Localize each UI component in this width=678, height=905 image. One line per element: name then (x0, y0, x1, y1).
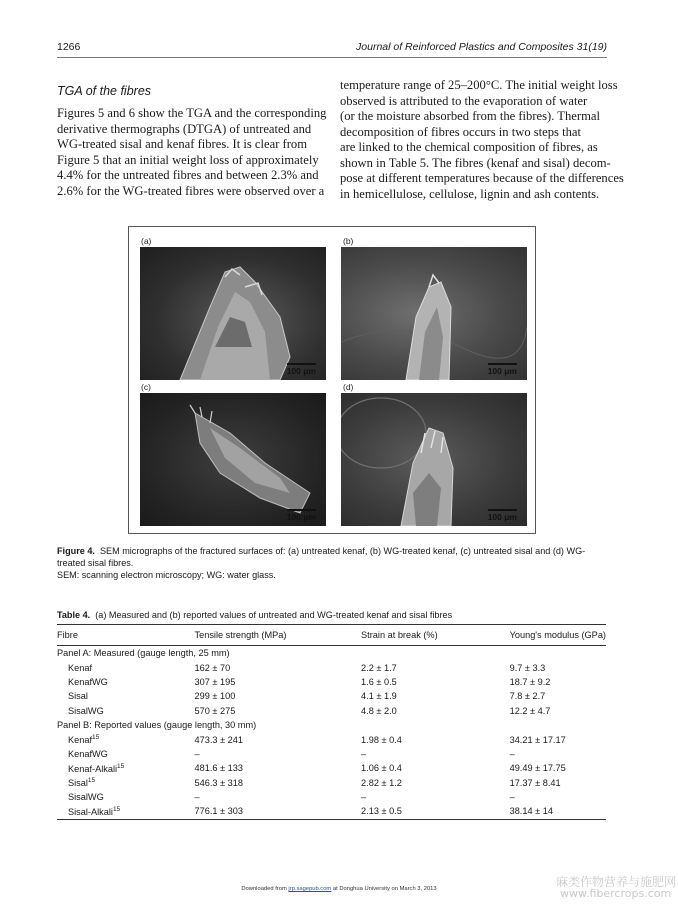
cell-tensile: – (194, 748, 200, 759)
header-youngs-modulus: Young's modulus (GPa) (509, 630, 606, 640)
cell-fibre (57, 675, 195, 689)
cell-tensile: 299 ± 100 (194, 691, 236, 702)
header-rule (57, 57, 607, 58)
scale-bar-c: 100 μm (287, 509, 316, 522)
table-row (57, 804, 606, 819)
cell-fibre (57, 689, 195, 703)
left-column-text (57, 106, 325, 199)
table-row (57, 689, 606, 703)
watermark-chinese: 麻类作物营养与施肥网 (556, 875, 677, 889)
cell-strain: 1.6 ± 0.5 (361, 676, 397, 687)
table-header-row (57, 625, 606, 646)
cell-strain: 4.8 ± 2.0 (361, 705, 397, 716)
cell-tensile: – (194, 792, 200, 803)
fibre-name: Sisal (68, 691, 88, 702)
cell-modulus: 18.7 ± 9.2 (509, 676, 551, 687)
header-strain-at-break: Strain at break (%) (361, 630, 438, 640)
cell-fibre (57, 776, 195, 790)
sem-image-b (341, 247, 527, 380)
cell-modulus: – (509, 792, 515, 803)
text-line: pose at different temperatures because of the differences (340, 171, 624, 185)
cell-fibre (57, 790, 195, 804)
table-row (57, 790, 606, 804)
cell-tensile: 776.1 ± 303 (194, 806, 243, 817)
text-line: (or the moisture absorbed from the fibres). Thermal (340, 109, 600, 123)
figure-4-abbreviations: SEM: scanning electron microscopy; WG: water glass. (57, 570, 276, 580)
cell-strain: – (361, 748, 367, 759)
text-line: derivative thermographs (DTGA) of untreated and (57, 121, 312, 136)
footer-link[interactable]: jrp.sagepub.com (288, 886, 332, 892)
cell-tensile: 473.3 ± 241 (194, 734, 243, 745)
text-line: temperature range of 25–200°C. The initial weight loss (340, 78, 618, 92)
table-row (57, 776, 606, 790)
cell-fibre (57, 804, 195, 819)
cell-tensile: 481.6 ± 133 (194, 763, 243, 774)
cell-modulus: 12.2 ± 4.7 (509, 705, 551, 716)
panel-heading-row (57, 646, 606, 661)
table-row (57, 732, 606, 746)
right-column-text (340, 78, 624, 202)
cell-strain: 2.13 ± 0.5 (361, 806, 402, 817)
sem-image-a (140, 247, 326, 380)
table-row (57, 761, 606, 775)
panel-heading: Panel B: Reported values (gauge length, 30 mm) (57, 720, 257, 731)
cell-strain: 1.06 ± 0.4 (361, 763, 402, 774)
section-heading: TGA of the fibres (57, 84, 152, 98)
fibre-name: KenafWG (68, 748, 108, 759)
table-4-label: Table 4. (57, 610, 91, 620)
cell-fibre (57, 761, 195, 775)
table-4-title (57, 609, 452, 621)
figure-4-caption-text: SEM micrographs of the fractured surfaces of: (a) untreated kenaf, (b) WG-treated kenaf, (c) untreated sisal and (d) WG- (99, 546, 586, 556)
footer-prefix: Downloaded from (241, 886, 289, 892)
panel-c-label: (c) (141, 382, 151, 392)
figure-4-caption-text-2: treated sisal fibres. (57, 558, 134, 568)
fibre-name: Sisal-Alkali (68, 807, 113, 818)
scale-bar-a: 100 μm (287, 363, 316, 376)
cell-fibre (57, 704, 195, 718)
cell-strain: 2.2 ± 1.7 (361, 662, 397, 673)
sem-image-d (341, 393, 527, 526)
text-line: Figure 5 that an initial weight loss of approximately (57, 152, 319, 167)
table-row (57, 675, 606, 689)
reference-superscript: 15 (92, 734, 100, 741)
text-line: 4.4% for the untreated fibres and between 2.3% and (57, 168, 319, 182)
figure-4-caption-label: Figure 4. (57, 546, 95, 556)
text-line: are linked to the chemical composition of fibres, as (340, 140, 598, 154)
figure-4-caption (57, 545, 609, 581)
reference-superscript: 15 (87, 777, 96, 785)
header-fibre: Fibre (57, 630, 78, 640)
page-number: 1266 (57, 41, 81, 53)
cell-fibre (57, 660, 195, 674)
table-row (57, 704, 606, 718)
reference-superscript: 15 (117, 762, 125, 770)
scale-bar-b: 100 μm (488, 363, 517, 376)
header-tensile-strength: Tensile strength (MPa) (194, 630, 287, 640)
cell-modulus: 38.14 ± 14 (509, 806, 553, 817)
fibre-name: SisalWG (68, 792, 104, 803)
cell-tensile: 546.3 ± 318 (194, 777, 243, 788)
panel-heading: Panel A: Measured (gauge length, 25 mm) (57, 648, 230, 659)
fibre-name: Kenaf (68, 662, 93, 673)
cell-modulus: 7.8 ± 2.7 (509, 691, 546, 702)
text-line: WG-treated sisal and kenaf fibres. It is clear from (57, 137, 308, 151)
cell-strain: 1.98 ± 0.4 (361, 734, 402, 745)
scale-bar-d: 100 μm (488, 509, 517, 522)
footer-suffix: at Donghua University on March 3, 2013 (331, 886, 437, 892)
table-row (57, 747, 606, 761)
cell-strain: 4.1 ± 1.9 (361, 691, 397, 702)
cell-fibre (57, 747, 195, 761)
sem-image-c (140, 393, 326, 526)
table-row (57, 660, 606, 674)
text-line: shown in Table 5. The fibres (kenaf and sisal) decom- (340, 155, 611, 170)
cell-modulus: – (509, 748, 515, 759)
cell-strain: – (361, 792, 367, 803)
fibre-name: Sisal (68, 778, 88, 789)
cell-fibre (57, 732, 195, 746)
table-4-title-text: (a) Measured and (b) reported values of untreated and WG-treated kenaf and sisal fibres (95, 610, 453, 620)
text-line: observed is attributed to the evaporation of water (340, 93, 588, 108)
running-header: Journal of Reinforced Plastics and Composites 31(19) (356, 41, 607, 53)
panel-d-label: (d) (343, 382, 354, 392)
text-line: Figures 5 and 6 show the TGA and the corresponding (57, 106, 327, 120)
cell-tensile: 570 ± 275 (194, 705, 236, 716)
text-line: decomposition of fibres occurs in two steps that (340, 124, 581, 139)
panel-a-label: (a) (141, 236, 152, 246)
fibre-name: KenafWG (68, 676, 108, 687)
fibre-name: Kenaf-Alkali (68, 763, 118, 774)
cell-modulus: 9.7 ± 3.3 (509, 662, 546, 673)
text-line: 2.6% for the WG-treated fibres were observed over a (57, 183, 325, 198)
cell-tensile: 162 ± 70 (194, 662, 231, 673)
watermark-url: www.fibercrops.com (560, 887, 672, 900)
fibre-name: Kenaf (68, 735, 93, 746)
cell-modulus: 34.21 ± 17.17 (509, 734, 566, 745)
text-line: in hemicellulose, cellulose, lignin and ash contents. (340, 186, 600, 201)
cell-modulus: 49.49 ± 17.75 (509, 763, 566, 774)
figure-4 (128, 226, 536, 534)
fibre-name: SisalWG (68, 705, 104, 716)
reference-superscript: 15 (112, 805, 121, 813)
cell-tensile: 307 ± 195 (194, 676, 236, 687)
cell-modulus: 17.37 ± 8.41 (509, 777, 561, 788)
table-4 (57, 624, 606, 820)
panel-heading-row (57, 718, 606, 732)
cell-strain: 2.82 ± 1.2 (361, 777, 402, 788)
panel-b-label: (b) (343, 236, 354, 246)
